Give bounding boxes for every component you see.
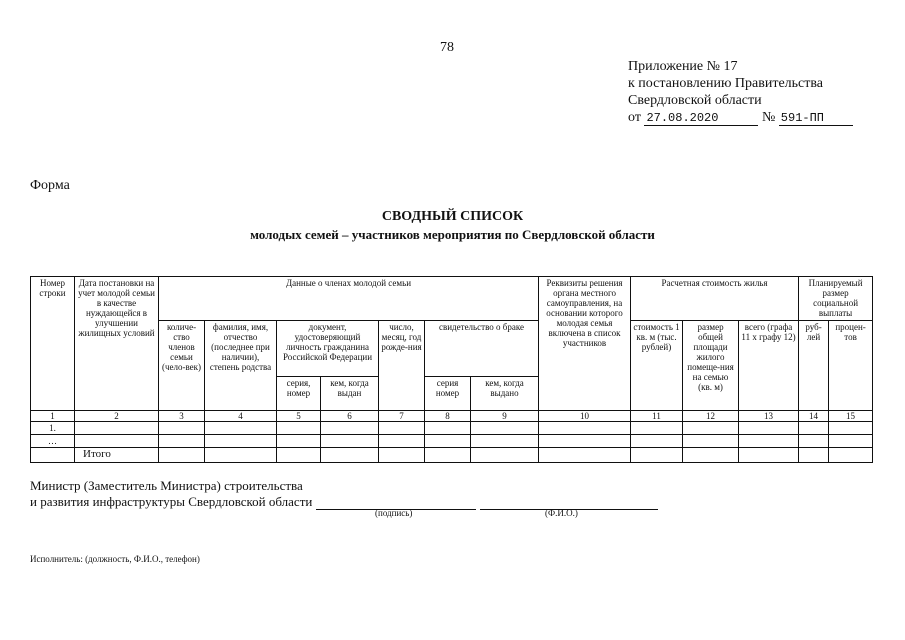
- form-label: Форма: [30, 178, 70, 193]
- header-estimated-cost: Расчетная стоимость жилья: [631, 277, 799, 321]
- number-value: 591-ПП: [779, 112, 853, 126]
- total-row: [31, 448, 873, 463]
- date-prefix: от: [628, 110, 641, 125]
- header-cert-series: серия номер: [425, 377, 471, 411]
- column-number: 10: [539, 411, 631, 422]
- approval-date-line: [628, 109, 853, 126]
- approval-block: [628, 58, 853, 126]
- header-doc-issued: кем, когда выдан: [321, 377, 379, 411]
- summary-table: [30, 276, 873, 463]
- number-prefix: №: [761, 110, 776, 125]
- column-number: 11: [631, 411, 683, 422]
- header-cert-issued: кем, когда выдано: [471, 377, 539, 411]
- column-number: 7: [379, 411, 425, 422]
- list-subtitle: молодых семей – участников мероприятия по Свердловской области: [250, 227, 655, 242]
- header-birth-date: число, месяц, год рожде-ния: [379, 321, 425, 411]
- total-label: Итого: [75, 448, 159, 463]
- column-number: 9: [471, 411, 539, 422]
- column-number: 8: [425, 411, 471, 422]
- header-registration-date: Дата постановки на учет молодой семьи в качестве нуждающейся в улучшении жилищных условий: [75, 277, 159, 411]
- header-row-number: Номер строки: [31, 277, 75, 411]
- list-title: СВОДНЫЙ СПИСОК: [381, 209, 524, 224]
- column-number: 6: [321, 411, 379, 422]
- column-number: 3: [159, 411, 205, 422]
- header-percent: процен-тов: [829, 321, 873, 411]
- header-decision-details: Реквизиты решения органа местного самоуправления, на основании которого молодая семья включена в список участников: [539, 277, 631, 411]
- column-number: 14: [799, 411, 829, 422]
- header-cost-total: всего (графа 11 х графу 12): [739, 321, 799, 411]
- header-planned-payment: Планируемый размер социальной выплаты: [799, 277, 873, 321]
- name-caption: (Ф.И.О.): [545, 508, 578, 518]
- header-rubles: руб-лей: [799, 321, 829, 411]
- row-label: …: [31, 435, 75, 448]
- approval-line-2: к постановлению Правительства: [628, 76, 824, 91]
- header-marriage-cert: свидетельство о браке: [425, 321, 539, 377]
- column-number: 5: [277, 411, 321, 422]
- column-number: 12: [683, 411, 739, 422]
- column-number-row: [31, 411, 873, 422]
- date-value: 27.08.2020: [644, 112, 758, 126]
- column-number: 2: [75, 411, 159, 422]
- header-family-data: Данные о членах молодой семьи: [159, 277, 539, 321]
- header-cost-per-sqm: стоимость 1 кв. м (тыс. рублей): [631, 321, 683, 411]
- column-number: 13: [739, 411, 799, 422]
- approval-line-1: Приложение № 17: [628, 59, 738, 74]
- table-row: [31, 435, 873, 448]
- column-number: 1: [31, 411, 75, 422]
- header-doc-series: серия, номер: [277, 377, 321, 411]
- header-full-name: фамилия, имя, отчество (последнее при наличии), степень родства: [205, 321, 277, 411]
- header-members-count: количе-ство членов семьи (чело-век): [159, 321, 205, 411]
- row-label: 1.: [31, 422, 75, 435]
- header-identity-doc: документ, удостоверяющий личность гражданина Российской Федерации: [277, 321, 379, 377]
- page-number: 78: [440, 40, 454, 55]
- executor-note: Исполнитель: (должность, Ф.И.О., телефон): [30, 554, 200, 564]
- signature-line-1: Министр (Заместитель Министра) строительства: [30, 478, 303, 493]
- signature-block: [30, 478, 658, 510]
- signature-line-2: и развития инфраструктуры Свердловской области: [30, 494, 313, 509]
- header-total-area: размер общей площади жилого помеще-ния на семью (кв. м): [683, 321, 739, 411]
- table-row: [31, 422, 873, 435]
- column-number: 4: [205, 411, 277, 422]
- approval-line-3: Свердловской области: [628, 93, 762, 108]
- signature-caption: (подпись): [375, 508, 413, 518]
- column-number: 15: [829, 411, 873, 422]
